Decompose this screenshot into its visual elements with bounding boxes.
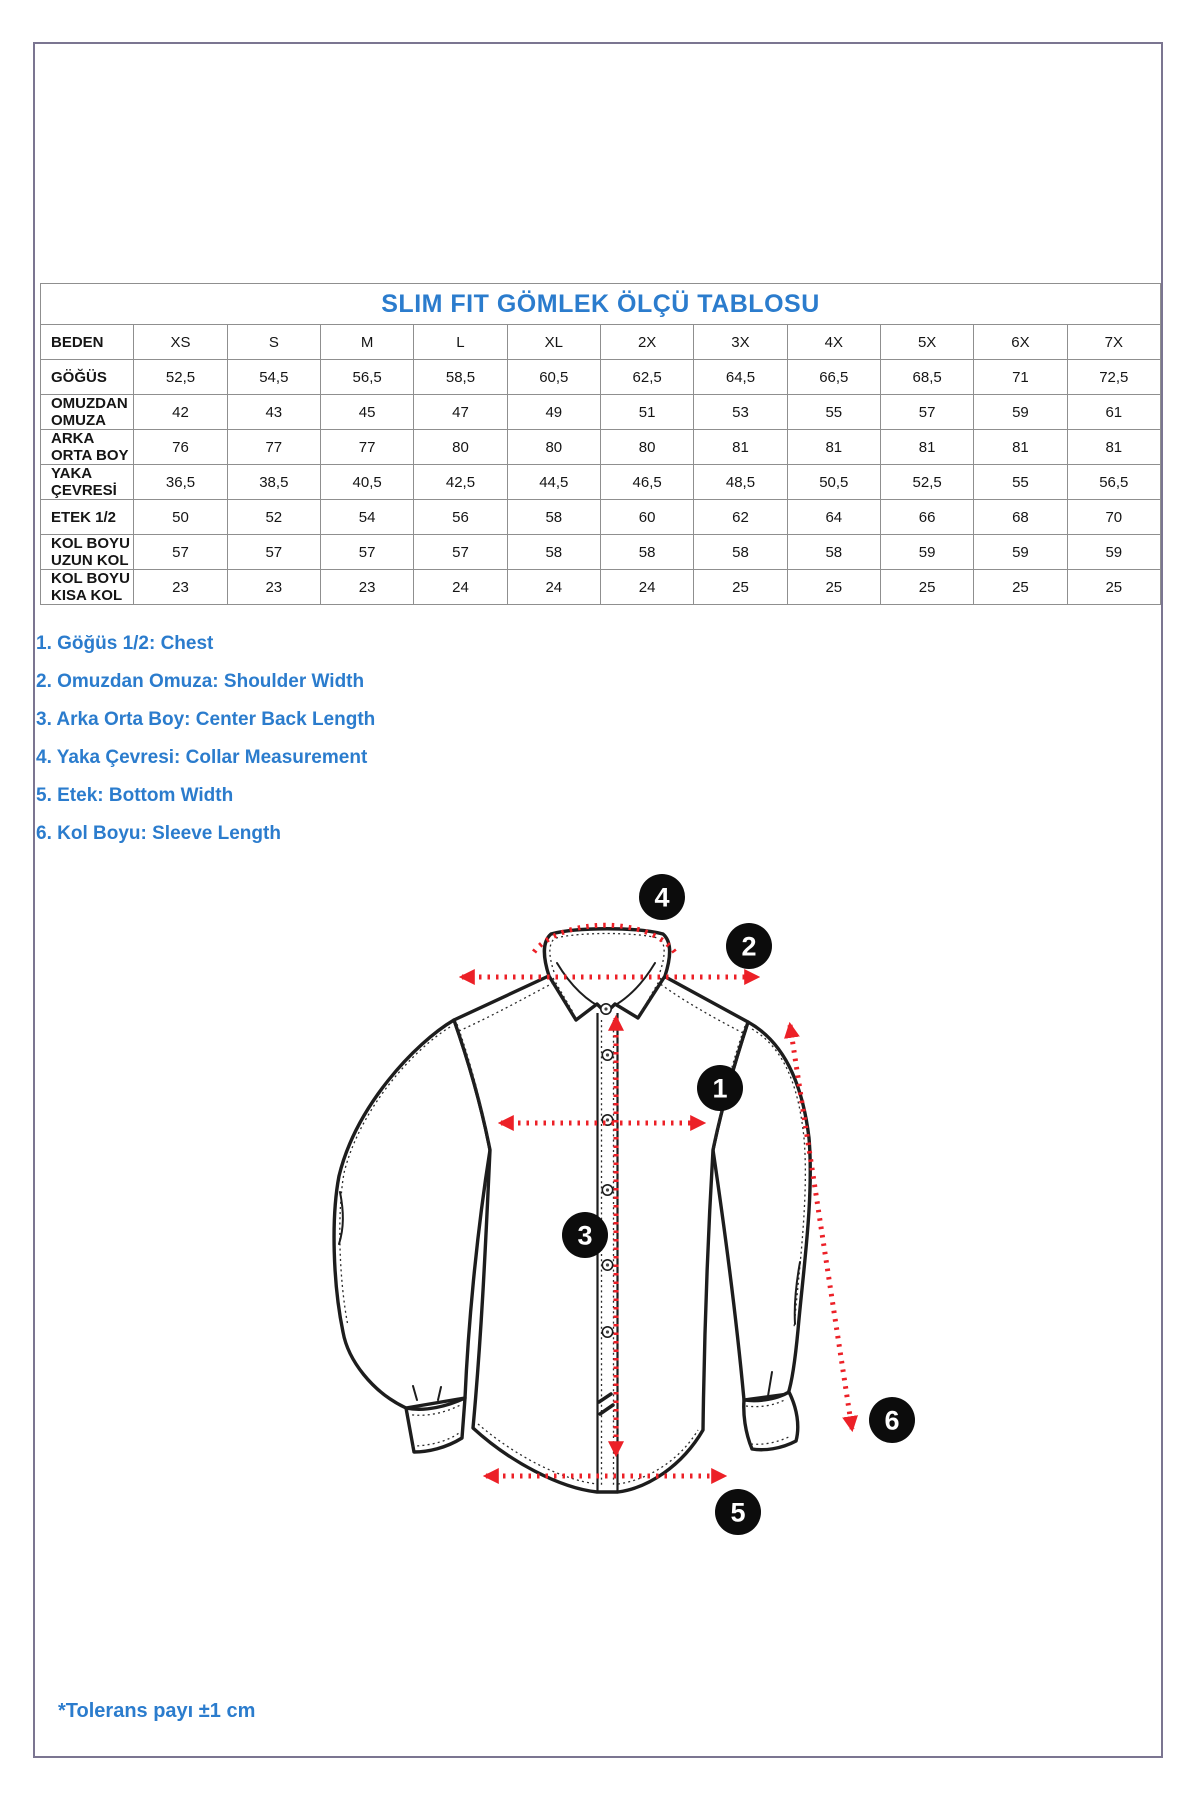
size-value-cell: 57	[320, 535, 413, 570]
size-value-cell: 54	[320, 500, 413, 535]
size-value-cell: 72,5	[1067, 360, 1160, 395]
callout-number: 6	[884, 1405, 900, 1436]
size-value-cell: 47	[414, 395, 507, 430]
size-value-cell: 43	[227, 395, 320, 430]
size-value-cell: 81	[1067, 430, 1160, 465]
size-value-cell: 62,5	[600, 360, 693, 395]
size-value-cell: 68	[974, 500, 1067, 535]
size-value-cell: 45	[320, 395, 413, 430]
size-value-cell: 52,5	[134, 360, 227, 395]
table-row	[41, 430, 1161, 465]
size-value-cell: 24	[507, 570, 600, 605]
callout-number: 5	[730, 1497, 746, 1528]
size-value-cell: 58	[600, 535, 693, 570]
table-row	[41, 570, 1161, 605]
legend-item: 1. Göğüs 1/2: Chest	[36, 633, 214, 654]
table-row	[41, 500, 1161, 535]
size-value-cell: 53	[694, 395, 787, 430]
size-value-cell: 77	[227, 430, 320, 465]
size-value-cell: 60	[600, 500, 693, 535]
row-label: KOL BOYU UZUN KOL	[41, 535, 134, 570]
size-value-cell: 58,5	[414, 360, 507, 395]
size-value-cell: 81	[880, 430, 973, 465]
table-title-row	[41, 284, 1161, 325]
column-header-size-5X: 5X	[880, 325, 973, 360]
size-value-cell: 51	[600, 395, 693, 430]
size-value-cell: 36,5	[134, 465, 227, 500]
column-header-size-L: L	[414, 325, 507, 360]
size-value-cell: 52	[227, 500, 320, 535]
table-header-row	[41, 325, 1161, 360]
size-value-cell: 52,5	[880, 465, 973, 500]
shirt-diagram	[280, 860, 960, 1560]
legend-item: 2. Omuzdan Omuza: Shoulder Width	[36, 671, 365, 692]
size-value-cell: 58	[507, 500, 600, 535]
column-header-size-4X: 4X	[787, 325, 880, 360]
left-sleeve	[334, 1020, 490, 1408]
shirt-outline	[334, 929, 810, 1492]
callout-number: 4	[654, 882, 670, 913]
size-value-cell: 24	[414, 570, 507, 605]
size-value-cell: 71	[974, 360, 1067, 395]
size-table-head	[41, 284, 1161, 360]
table-row	[41, 535, 1161, 570]
size-value-cell: 81	[974, 430, 1067, 465]
size-value-cell: 80	[507, 430, 600, 465]
size-value-cell: 46,5	[600, 465, 693, 500]
size-value-cell: 48,5	[694, 465, 787, 500]
size-value-cell: 55	[974, 465, 1067, 500]
size-value-cell: 25	[974, 570, 1067, 605]
size-value-cell: 60,5	[507, 360, 600, 395]
size-value-cell: 25	[1067, 570, 1160, 605]
size-value-cell: 58	[694, 535, 787, 570]
callout-number: 2	[741, 931, 757, 962]
size-value-cell: 23	[134, 570, 227, 605]
size-value-cell: 40,5	[320, 465, 413, 500]
size-value-cell: 23	[320, 570, 413, 605]
size-value-cell: 62	[694, 500, 787, 535]
row-label: ARKA ORTA BOY	[41, 430, 134, 465]
size-value-cell: 25	[787, 570, 880, 605]
column-header-size-S: S	[227, 325, 320, 360]
table-row	[41, 465, 1161, 500]
size-value-cell: 24	[600, 570, 693, 605]
legend-item: 5. Etek: Bottom Width	[36, 785, 234, 806]
size-value-cell: 80	[414, 430, 507, 465]
column-header-size-7X: 7X	[1067, 325, 1160, 360]
size-value-cell: 77	[320, 430, 413, 465]
size-value-cell: 55	[787, 395, 880, 430]
size-value-cell: 57	[414, 535, 507, 570]
size-value-cell: 81	[694, 430, 787, 465]
row-label: YAKA ÇEVRESİ	[41, 465, 134, 500]
tolerance-note: *Tolerans payı ±1 cm	[58, 1700, 256, 1722]
size-value-cell: 59	[1067, 535, 1160, 570]
size-value-cell: 56,5	[320, 360, 413, 395]
size-value-cell: 64,5	[694, 360, 787, 395]
size-value-cell: 49	[507, 395, 600, 430]
size-value-cell: 42	[134, 395, 227, 430]
row-label: ETEK 1/2	[41, 500, 134, 535]
size-value-cell: 80	[600, 430, 693, 465]
size-value-cell: 66,5	[787, 360, 880, 395]
table-row	[41, 360, 1161, 395]
size-value-cell: 58	[787, 535, 880, 570]
size-value-cell: 38,5	[227, 465, 320, 500]
size-value-cell: 68,5	[880, 360, 973, 395]
size-value-cell: 57	[227, 535, 320, 570]
measurement-legend	[36, 625, 375, 853]
legend-item: 3. Arka Orta Boy: Center Back Length	[36, 709, 376, 730]
column-header-size-2X: 2X	[600, 325, 693, 360]
size-value-cell: 42,5	[414, 465, 507, 500]
size-value-cell: 59	[974, 395, 1067, 430]
size-value-cell: 57	[134, 535, 227, 570]
size-value-cell: 56	[414, 500, 507, 535]
size-value-cell: 76	[134, 430, 227, 465]
column-header-size-6X: 6X	[974, 325, 1067, 360]
size-value-cell: 44,5	[507, 465, 600, 500]
size-value-cell: 61	[1067, 395, 1160, 430]
size-value-cell: 23	[227, 570, 320, 605]
size-value-cell: 59	[974, 535, 1067, 570]
size-table-body	[41, 360, 1161, 605]
size-value-cell: 66	[880, 500, 973, 535]
column-header-beden: BEDEN	[41, 325, 134, 360]
table-title: SLIM FIT GÖMLEK ÖLÇÜ TABLOSU	[41, 284, 1161, 325]
size-value-cell: 57	[880, 395, 973, 430]
size-value-cell: 56,5	[1067, 465, 1160, 500]
size-value-cell: 50	[134, 500, 227, 535]
size-value-cell: 25	[880, 570, 973, 605]
size-value-cell: 64	[787, 500, 880, 535]
size-table	[40, 283, 1161, 605]
row-label: KOL BOYU KISA KOL	[41, 570, 134, 605]
size-value-cell: 58	[507, 535, 600, 570]
row-label: OMUZDAN OMUZA	[41, 395, 134, 430]
size-value-cell: 50,5	[787, 465, 880, 500]
row-label: GÖĞÜS	[41, 360, 134, 395]
right-cuff	[744, 1392, 798, 1450]
size-value-cell: 70	[1067, 500, 1160, 535]
callout-number: 3	[577, 1220, 593, 1251]
size-value-cell: 54,5	[227, 360, 320, 395]
size-value-cell: 81	[787, 430, 880, 465]
column-header-size-XL: XL	[507, 325, 600, 360]
legend-item: 6. Kol Boyu: Sleeve Length	[36, 823, 281, 844]
size-value-cell: 59	[880, 535, 973, 570]
legend-item: 4. Yaka Çevresi: Collar Measurement	[36, 747, 368, 768]
size-value-cell: 25	[694, 570, 787, 605]
column-header-size-M: M	[320, 325, 413, 360]
column-header-size-3X: 3X	[694, 325, 787, 360]
callout-number: 1	[712, 1073, 728, 1104]
column-header-size-XS: XS	[134, 325, 227, 360]
table-row	[41, 395, 1161, 430]
